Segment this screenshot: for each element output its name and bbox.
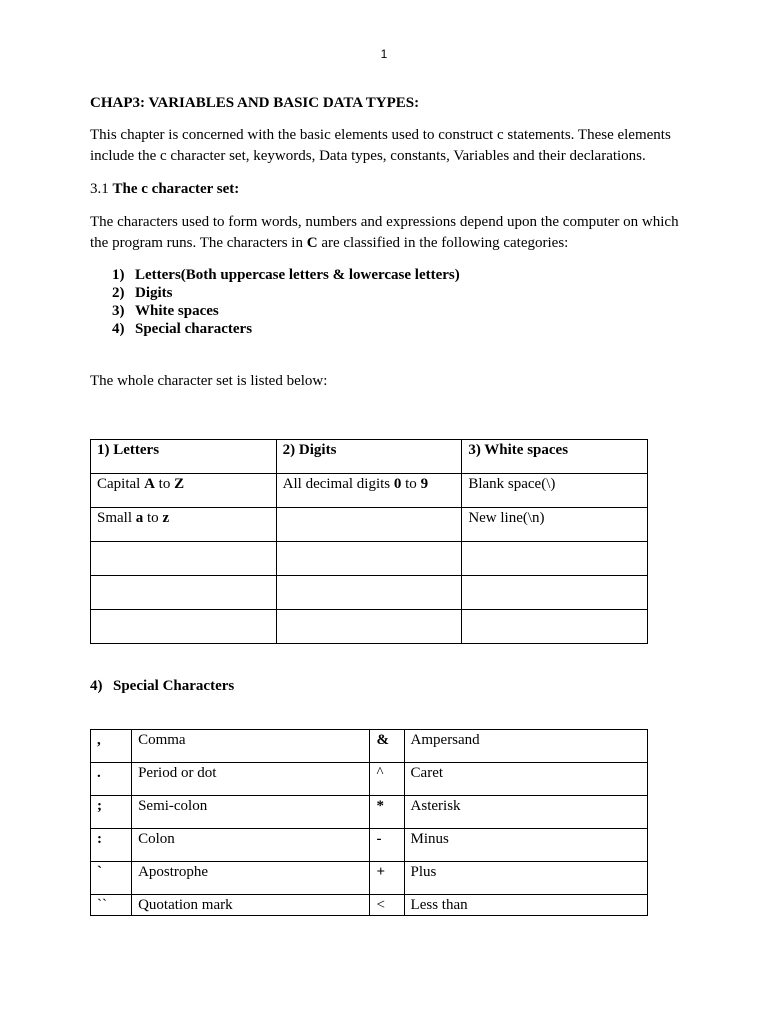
cell-bold: a [135, 510, 144, 526]
symbol-name-cell: Minus [404, 829, 647, 862]
character-set-table [90, 439, 648, 644]
list-item [90, 302, 460, 320]
table-row [91, 730, 648, 763]
cell-capital-letters [91, 474, 277, 508]
list-number: 4) [112, 321, 125, 337]
symbol-cell: ` [91, 862, 132, 895]
cell-new-line: New line(\n) [462, 508, 648, 542]
intro-paragraph: This chapter is concerned with the basic elements used to construct c statements. These elements include the c character set, keywords, Data types, constants, Variables and their declarations. [90, 127, 671, 164]
symbol-cell: - [370, 829, 404, 862]
whole-set-text: The whole character set is listed below: [90, 373, 328, 389]
symbol-name-cell: Less than [404, 895, 647, 916]
section-number: 3.1 [90, 181, 109, 197]
categories-paragraph [90, 212, 690, 254]
list-label: Special characters [135, 321, 253, 337]
list-label: White spaces [135, 303, 219, 319]
cell-empty [276, 576, 462, 610]
symbol-cell: & [370, 730, 404, 763]
cell-empty [91, 542, 277, 576]
list-number: 1) [112, 267, 125, 283]
cell-bold: Z [174, 476, 185, 492]
special-characters-table [90, 729, 648, 916]
table-header-row [91, 440, 648, 474]
symbol-name-cell: Caret [404, 763, 647, 796]
cell-text: to [154, 476, 175, 492]
symbol-cell: < [370, 895, 404, 916]
table-row [91, 474, 648, 508]
symbol-cell: , [91, 730, 132, 763]
symbol-cell: : [91, 829, 132, 862]
chapter-heading: CHAP3: VARIABLES AND BASIC DATA TYPES: [90, 95, 420, 111]
header-white-spaces: 3) White spaces [462, 440, 648, 474]
table-row [91, 610, 648, 644]
para-bold-c: C [306, 235, 318, 251]
header-letters: 1) Letters [91, 440, 277, 474]
symbol-name-cell: Asterisk [404, 796, 647, 829]
section-heading [90, 179, 239, 200]
cell-empty [91, 610, 277, 644]
symbol-name-cell: Plus [404, 862, 647, 895]
table-row [91, 796, 648, 829]
symbol-cell: `` [91, 895, 132, 916]
table-row [91, 862, 648, 895]
table-row [91, 542, 648, 576]
cell-decimal-digits [276, 474, 462, 508]
symbol-cell: ; [91, 796, 132, 829]
special-characters-heading [90, 676, 234, 697]
symbol-cell: ^ [370, 763, 404, 796]
cell-bold: 9 [420, 476, 429, 492]
page-number: 1 [380, 47, 388, 61]
symbol-cell: * [370, 796, 404, 829]
para-text-after: are classified in the following categories: [317, 235, 569, 251]
cell-empty [276, 542, 462, 576]
cell-empty [462, 542, 648, 576]
cell-text: Small [97, 510, 136, 526]
special-number: 4) [90, 678, 103, 694]
symbol-name-cell: Ampersand [404, 730, 647, 763]
cell-bold: 0 [393, 476, 402, 492]
cell-text: All decimal digits [282, 476, 394, 492]
symbol-name-cell: Comma [132, 730, 370, 763]
section-title: The c character set: [112, 181, 240, 197]
table-row [91, 576, 648, 610]
list-number: 2) [112, 285, 125, 301]
symbol-cell: . [91, 763, 132, 796]
list-label: Digits [135, 285, 173, 301]
list-item [90, 284, 460, 302]
table-row [91, 763, 648, 796]
symbol-name-cell: Colon [132, 829, 370, 862]
cell-empty [462, 576, 648, 610]
cell-empty [462, 610, 648, 644]
symbol-cell: + [370, 862, 404, 895]
list-item [90, 266, 460, 284]
table-row [91, 508, 648, 542]
cell-text: to [401, 476, 421, 492]
cell-blank-space: Blank space(\) [462, 474, 648, 508]
symbol-name-cell: Period or dot [132, 763, 370, 796]
cell-empty [276, 610, 462, 644]
table-row [91, 829, 648, 862]
cell-empty [276, 508, 462, 542]
list-item [90, 320, 460, 338]
header-digits: 2) Digits [276, 440, 462, 474]
symbol-name-cell: Quotation mark [132, 895, 370, 916]
symbol-name-cell: Semi-colon [132, 796, 370, 829]
symbol-name-cell: Apostrophe [132, 862, 370, 895]
cell-text: Capital [97, 476, 145, 492]
cell-empty [91, 576, 277, 610]
para-text-before: The characters used to form words, numbers and expressions depend upon the computer on which the program runs. The characters in [90, 214, 679, 251]
special-title: Special Characters [113, 678, 235, 694]
table-row [91, 895, 648, 916]
list-number: 3) [112, 303, 125, 319]
cell-bold: z [162, 510, 170, 526]
list-label: Letters(Both uppercase letters & lowercase letters) [135, 267, 460, 283]
cell-bold: A [144, 476, 155, 492]
category-list [90, 266, 460, 338]
cell-small-letters [91, 508, 277, 542]
cell-text: to [143, 510, 163, 526]
